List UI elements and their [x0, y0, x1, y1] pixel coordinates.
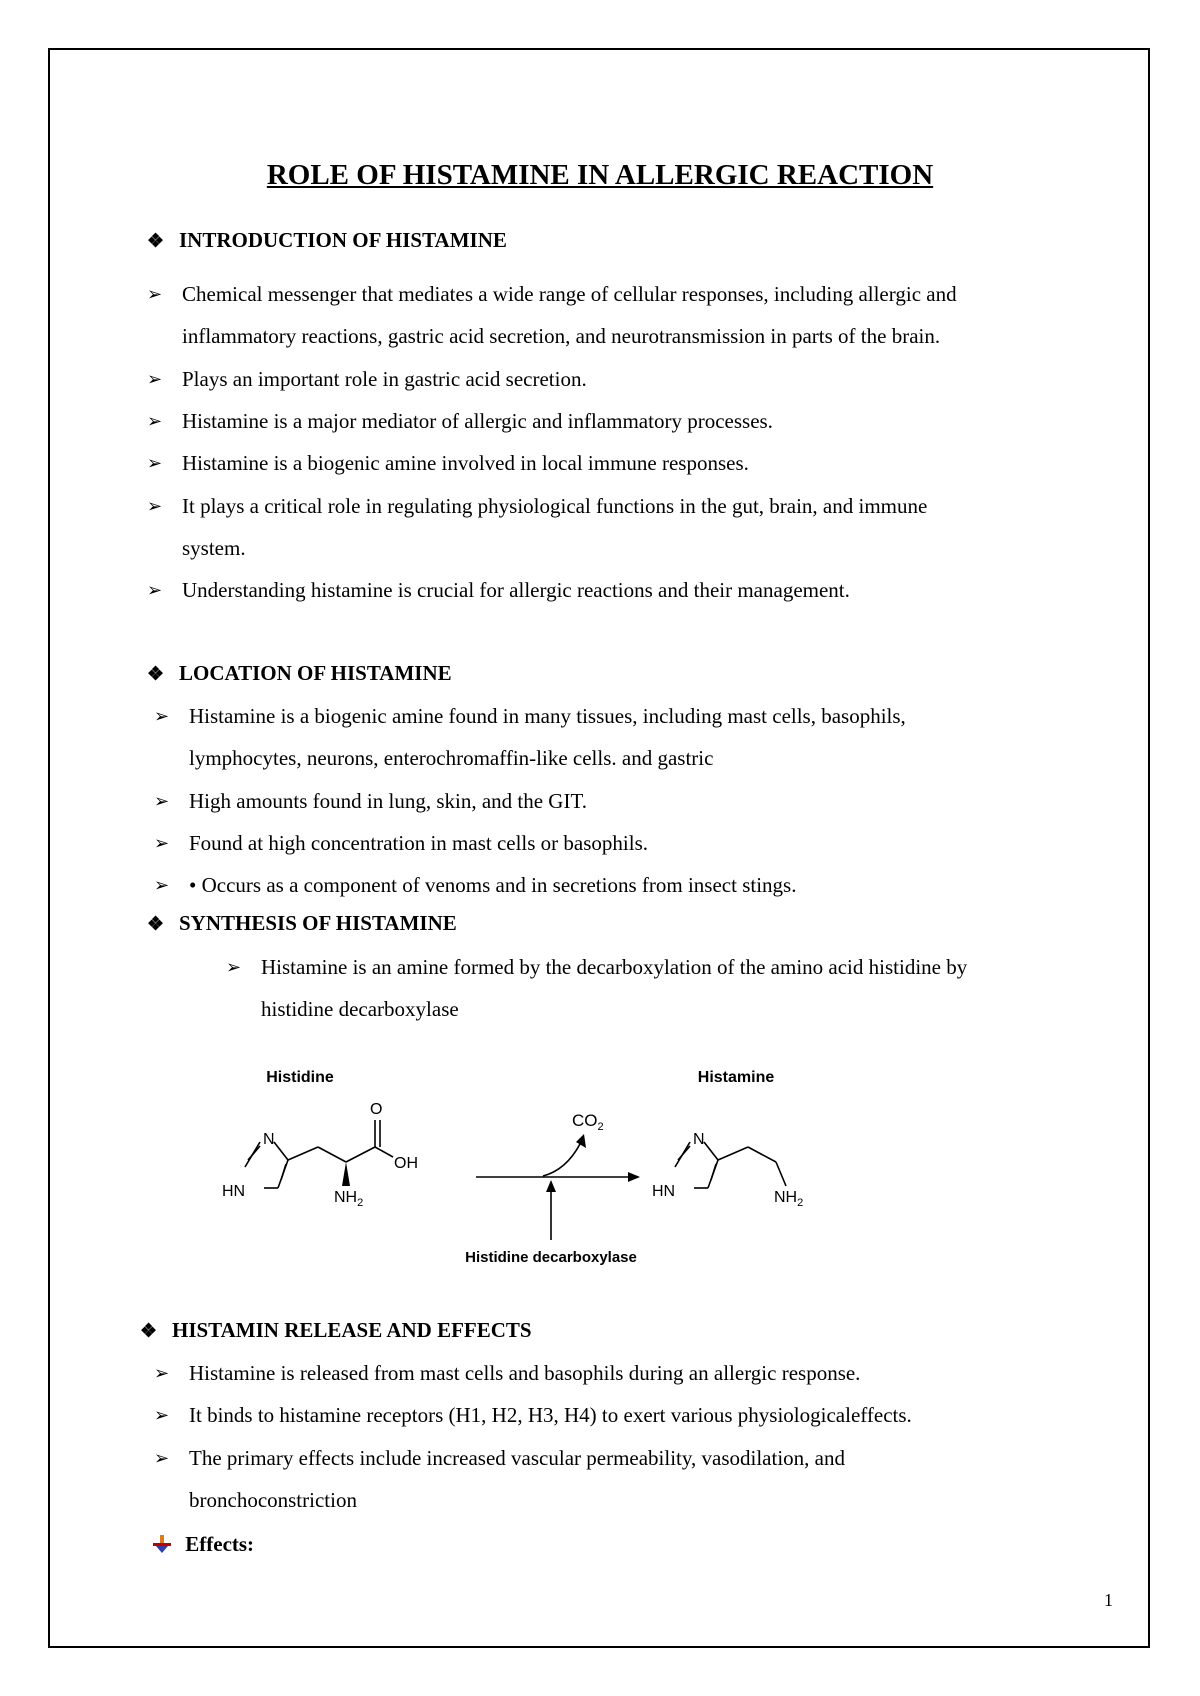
section-heading-text: SYNTHESIS OF HISTAMINE — [179, 911, 457, 935]
list-item: Histamine is an amine formed by the decarboxylation of the amino acid histidine by — [261, 955, 968, 979]
section-heading-text: HISTAMIN RELEASE AND EFFECTS — [172, 1318, 532, 1342]
list-item-continuation: inflammatory reactions, gastric acid secretion, and neurotransmission in parts of the brain. — [182, 324, 941, 348]
arrow-bullet-icon: ➢ — [226, 957, 242, 977]
list-item: Plays an important role in gastric acid secretion. — [182, 367, 587, 391]
list-item-continuation: system. — [182, 536, 246, 560]
arrow-bullet-icon: ➢ — [147, 453, 163, 473]
section-heading-text: INTRODUCTION OF HISTAMINE — [179, 228, 507, 252]
arrow-bullet-icon: ➢ — [154, 1405, 170, 1425]
co2-label: $CO_2$ — [572, 1111, 604, 1133]
list-item: • Occurs as a component of venoms and in secretions from insect stings. — [189, 873, 797, 897]
arrow-bullet-icon: ➢ — [154, 791, 170, 811]
arrow-bullet-icon: ➢ — [154, 706, 170, 726]
page-title: ROLE OF HISTAMINE IN ALLERGIC REACTION — [266, 159, 934, 191]
diamond-bullet-icon: ❖ — [147, 664, 165, 685]
atom-n: N — [263, 1131, 275, 1148]
list-item: Histamine is a biogenic amine found in many tissues, including mast cells, basophils, — [189, 704, 906, 728]
page-number: 1 — [1104, 1590, 1113, 1610]
arrow-bullet-icon: ➢ — [147, 284, 163, 304]
colored-arrow-bullet-icon — [152, 1534, 172, 1554]
list-item: Found at high concentration in mast cells or basophils. — [189, 831, 649, 855]
list-item: Histamine is a major mediator of allergic and inflammatory processes. — [182, 409, 773, 433]
effects-label: Effects: — [185, 1532, 255, 1556]
arrow-bullet-icon: ➢ — [147, 411, 163, 431]
atom-hn: HN — [222, 1183, 246, 1200]
stereo-wedge — [342, 1162, 350, 1186]
list-item: It binds to histamine receptors (H1, H2, H3, H4) to exert various physiologicaleffects. — [189, 1403, 912, 1427]
diamond-bullet-icon: ❖ — [147, 914, 165, 935]
list-item-continuation: bronchoconstriction — [189, 1488, 357, 1512]
atom-oh: OH — [394, 1155, 418, 1172]
list-item-continuation: histidine decarboxylase — [261, 997, 459, 1021]
list-item: Chemical messenger that mediates a wide range of cellular responses, including allergic and — [182, 282, 957, 306]
arrow-bullet-icon: ➢ — [154, 833, 170, 853]
list-item: The primary effects include increased vascular permeability, vasodilation, and — [189, 1446, 845, 1470]
histamine-ring — [675, 1142, 786, 1188]
list-item: Histamine is released from mast cells and basophils during an allergic response. — [189, 1361, 861, 1385]
diamond-bullet-icon: ❖ — [147, 231, 165, 252]
diamond-bullet-icon: ❖ — [140, 1321, 158, 1342]
histidine-decarboxylation-diagram — [218, 1062, 838, 1272]
list-item: It plays a critical role in regulating physiological functions in the gut, brain, and immune — [182, 494, 928, 518]
enzyme-label: Histidine decarboxylase — [465, 1249, 637, 1266]
atom-o: O — [370, 1101, 383, 1118]
arrow-bullet-icon: ➢ — [154, 1363, 170, 1383]
section-heading-introduction — [147, 228, 507, 254]
section-heading-location — [147, 661, 452, 687]
arrow-bullet-icon: ➢ — [154, 1448, 170, 1468]
section-heading-synthesis — [147, 911, 457, 937]
arrow-head-icon — [628, 1172, 640, 1182]
effects-heading — [152, 1532, 254, 1557]
histamine-label: Histamine — [697, 1069, 775, 1086]
section-heading-release-effects — [140, 1318, 532, 1344]
section-heading-text: LOCATION OF HISTAMINE — [179, 661, 452, 685]
arrow-bullet-icon: ➢ — [147, 580, 163, 600]
atom-nh: $NH_2$ — [334, 1189, 364, 1209]
arrow-bullet-icon: ➢ — [147, 369, 163, 389]
list-item: High amounts found in lung, skin, and the GIT. — [189, 789, 587, 813]
enzyme-arrow-head-icon — [546, 1180, 556, 1192]
atom-n: N — [693, 1131, 705, 1148]
atom-hn: HN — [652, 1183, 676, 1200]
atom-nh: $NH_2$ — [774, 1189, 804, 1209]
list-item-continuation: lymphocytes, neurons, enterochromaffin-like cells. and gastric — [189, 746, 714, 770]
list-item: Understanding histamine is crucial for allergic reactions and their management. — [182, 578, 850, 602]
arrow-bullet-icon: ➢ — [147, 496, 163, 516]
arrow-bullet-icon: ➢ — [154, 875, 170, 895]
co2-arrow-head-icon — [576, 1134, 586, 1148]
histidine-label: Histidine — [266, 1069, 334, 1086]
list-item: Histamine is a biogenic amine involved in local immune responses. — [182, 451, 749, 475]
